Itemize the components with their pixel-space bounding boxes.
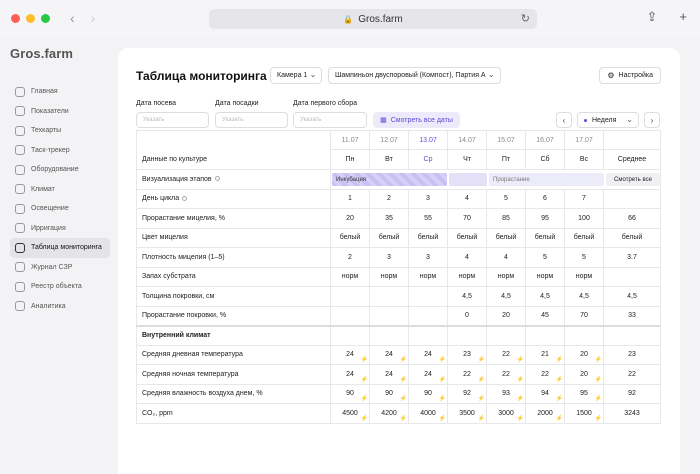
browser-toolbar <box>0 0 700 38</box>
table-row <box>137 189 661 209</box>
table-row <box>137 228 661 248</box>
date-cell: 12.07 <box>370 131 409 150</box>
value-cell[interactable]: 5 <box>565 248 604 268</box>
sidebar-item-label: Техкарты <box>31 127 62 135</box>
table-row <box>137 365 661 385</box>
days-row <box>137 150 661 170</box>
sidebar-item[interactable] <box>10 102 110 122</box>
sidebar-item-label: Таблица мониторинга <box>31 244 102 252</box>
chart-icon <box>15 106 25 116</box>
empty-header-cell <box>604 131 661 150</box>
chevron-left-icon: ‹ <box>562 115 566 125</box>
stage-show-all-button[interactable]: Смотреть все <box>606 173 660 186</box>
stage-gap-bar <box>449 173 487 186</box>
period-select[interactable] <box>577 112 639 128</box>
average-cell: 92 <box>604 384 661 404</box>
lightning-icon: ⚡ <box>438 376 446 383</box>
value-cell[interactable]: белый <box>565 228 604 248</box>
value-cell[interactable]: 90 ⚡ <box>370 384 409 404</box>
value-cell[interactable]: 22 ⚡ <box>526 365 565 385</box>
value-cell[interactable]: 20 ⚡ <box>565 345 604 365</box>
table-row <box>137 306 661 326</box>
sidebar-item[interactable] <box>10 180 110 200</box>
dates-row <box>137 131 661 150</box>
harvest-date-label: Дата первого сбора <box>293 100 357 107</box>
lightning-icon: ⚡ <box>399 396 407 402</box>
sidebar-item-label: Ирригация <box>31 224 66 232</box>
row-label: Прорастание покровки, % <box>137 306 331 326</box>
value-cell[interactable]: 4 <box>448 189 487 209</box>
lightning-icon: ⚡ <box>594 357 602 363</box>
sidebar-item-label: Реестр объекта <box>31 283 82 291</box>
stage-row <box>137 170 661 190</box>
sowing-date-input[interactable]: Указать <box>136 112 209 128</box>
value-cell[interactable]: 0 <box>448 306 487 326</box>
stage-incubation-bar[interactable]: Инкубация <box>332 173 447 186</box>
batch-select-value: Шампиньон двуспоровый (Компост), Партия А <box>335 72 486 79</box>
value-cell[interactable]: 2 <box>331 248 370 268</box>
lightning-icon: ⚡ <box>477 376 485 383</box>
value-cell[interactable]: белый <box>331 228 370 248</box>
sidebar-item[interactable] <box>10 258 110 278</box>
average-cell <box>604 189 661 209</box>
value-cell[interactable] <box>370 306 409 326</box>
value-cell[interactable]: 6 <box>526 189 565 209</box>
tasks-icon <box>15 145 25 155</box>
lightning-icon: ⚡ <box>477 357 485 363</box>
value-cell[interactable]: 100 <box>565 209 604 229</box>
date-cell: 16.07 <box>526 131 565 150</box>
settings-button[interactable] <box>599 67 661 84</box>
sidebar-item-label: Показатели <box>31 107 69 115</box>
value-cell[interactable]: норм <box>526 267 565 287</box>
value-cell[interactable]: 93 ⚡ <box>487 384 526 404</box>
calendar-icon: ▦ <box>380 117 387 124</box>
sidebar-item-label: Освещение <box>31 205 69 213</box>
table-row <box>137 287 661 307</box>
value-cell[interactable] <box>331 287 370 307</box>
info-icon <box>215 176 220 181</box>
value-cell[interactable]: 70 <box>448 209 487 229</box>
sidebar-item[interactable] <box>10 141 110 161</box>
value-cell[interactable]: 20 ⚡ <box>565 365 604 385</box>
average-cell: белый <box>604 228 661 248</box>
lightning-icon: ⚡ <box>438 415 446 422</box>
sidebar-nav <box>10 82 110 316</box>
prev-week-button[interactable] <box>556 112 572 128</box>
lightning-icon: ⚡ <box>594 376 602 383</box>
climate-section-row <box>137 326 661 346</box>
value-cell[interactable]: белый <box>526 228 565 248</box>
value-cell[interactable] <box>370 287 409 307</box>
planting-date-label: Дата посадки <box>215 100 259 107</box>
lightning-icon: ⚡ <box>438 357 446 363</box>
lightning-icon: ⚡ <box>477 415 485 422</box>
value-cell[interactable]: 2 <box>370 189 409 209</box>
empty-cell <box>331 326 370 346</box>
next-week-button[interactable] <box>644 112 660 128</box>
value-cell[interactable]: норм <box>370 267 409 287</box>
weekday-cell: Сб <box>526 150 565 170</box>
row-label: CO₂, ppm <box>137 404 331 424</box>
row-label: Средняя ночная температура <box>137 365 331 385</box>
date-cell: 17.07 <box>565 131 604 150</box>
lightning-icon: ⚡ <box>555 376 563 383</box>
value-cell[interactable]: 3 <box>409 189 448 209</box>
address-text: Gros.farm <box>358 13 403 25</box>
value-cell[interactable]: 24 ⚡ <box>370 365 409 385</box>
value-cell[interactable]: 21 ⚡ <box>526 345 565 365</box>
value-cell[interactable]: норм <box>409 267 448 287</box>
value-cell[interactable]: 20 <box>331 209 370 229</box>
wrench-icon <box>15 165 25 175</box>
row-label: День цикла <box>137 189 331 209</box>
value-cell[interactable]: 4,5 <box>487 287 526 307</box>
gear-icon: ⚙ <box>607 71 615 80</box>
empty-cell <box>370 326 409 346</box>
period-dot-icon <box>584 119 587 122</box>
analytics-icon <box>15 301 25 311</box>
value-cell[interactable]: 4 <box>448 248 487 268</box>
value-cell[interactable]: белый <box>487 228 526 248</box>
value-cell[interactable]: норм <box>487 267 526 287</box>
value-cell[interactable]: 3000 ⚡ <box>487 404 526 424</box>
average-header: Среднее <box>604 150 661 170</box>
lightning-icon: ⚡ <box>594 396 602 402</box>
row-label: Средняя влажность воздуха днем, % <box>137 384 331 404</box>
empty-cell <box>565 326 604 346</box>
lightning-icon: ⚡ <box>555 357 563 363</box>
address-bar[interactable] <box>209 9 537 29</box>
sidebar-item[interactable] <box>10 277 110 297</box>
empty-header-cell <box>137 131 331 150</box>
stage-sprouting-bar[interactable]: Прорастание <box>489 173 604 186</box>
lightning-icon: ⚡ <box>399 376 407 383</box>
camera-select[interactable] <box>270 67 322 84</box>
sidebar-item[interactable] <box>10 297 110 317</box>
value-cell[interactable]: 4500 ⚡ <box>331 404 370 424</box>
value-cell[interactable]: 24 ⚡ <box>370 345 409 365</box>
average-cell: 23 <box>604 345 661 365</box>
main-card <box>118 48 680 474</box>
value-cell[interactable]: 4000 ⚡ <box>409 404 448 424</box>
value-cell[interactable]: норм <box>448 267 487 287</box>
water-icon <box>15 223 25 233</box>
table-row <box>137 345 661 365</box>
value-cell[interactable]: 92 ⚡ <box>448 384 487 404</box>
chevron-right-icon: › <box>650 115 654 125</box>
lightning-icon: ⚡ <box>399 415 407 422</box>
journal-icon <box>15 262 25 272</box>
reload-icon[interactable]: ↻ <box>520 13 530 25</box>
value-cell[interactable]: 24 ⚡ <box>409 345 448 365</box>
value-cell[interactable]: 4,5 <box>565 287 604 307</box>
weekday-cell: Вс <box>565 150 604 170</box>
date-cell: 13.07 <box>409 131 448 150</box>
lightning-icon: ⚡ <box>399 357 407 363</box>
average-cell: 3.7 <box>604 248 661 268</box>
table-row <box>137 384 661 404</box>
row-label: Запах субстрата <box>137 267 331 287</box>
sowing-date-label: Дата посева <box>136 100 177 107</box>
empty-cell <box>526 326 565 346</box>
average-cell: 22 <box>604 365 661 385</box>
weekday-cell: Чт <box>448 150 487 170</box>
row-label: Цвет мицелия <box>137 228 331 248</box>
lightning-icon: ⚡ <box>516 415 524 422</box>
settings-label: Настройка <box>618 72 653 79</box>
monitoring-table <box>136 130 661 424</box>
date-cell: 11.07 <box>331 131 370 150</box>
value-cell[interactable]: 4,5 <box>526 287 565 307</box>
document-icon <box>15 126 25 136</box>
home-icon <box>15 87 25 97</box>
lightning-icon: ⚡ <box>516 396 524 402</box>
stage-timeline <box>331 170 661 190</box>
lightning-icon: ⚡ <box>360 357 368 363</box>
table-icon <box>15 243 25 253</box>
value-cell[interactable]: белый <box>448 228 487 248</box>
value-cell[interactable]: 90 ⚡ <box>409 384 448 404</box>
average-cell: 66 <box>604 209 661 229</box>
lightning-icon: ⚡ <box>360 376 368 383</box>
value-cell[interactable]: 4 <box>487 248 526 268</box>
lightning-icon: ⚡ <box>360 396 368 402</box>
date-cell: 14.07 <box>448 131 487 150</box>
crop-data-header: Данные по культуре <box>137 150 331 170</box>
value-cell[interactable]: 1500 ⚡ <box>565 404 604 424</box>
weekday-cell: Ср <box>409 150 448 170</box>
table-row <box>137 248 661 268</box>
back-arrow-icon[interactable]: ‹ <box>70 10 75 26</box>
lightning-icon: ⚡ <box>360 415 368 422</box>
lightning-icon: ⚡ <box>555 415 563 422</box>
camera-select-value: Камера 1 <box>277 72 308 79</box>
row-label: Прорастание мицелия, % <box>137 209 331 229</box>
value-cell[interactable]: 95 ⚡ <box>565 384 604 404</box>
sidebar-item[interactable] <box>10 82 110 102</box>
value-cell[interactable]: 35 <box>370 209 409 229</box>
average-cell: 3243 <box>604 404 661 424</box>
stage-label: Визуализация этапов <box>137 170 331 190</box>
share-icon[interactable]: ⇪ <box>646 9 658 24</box>
average-cell: 33 <box>604 306 661 326</box>
sidebar-item[interactable] <box>10 238 110 258</box>
info-icon <box>182 196 187 201</box>
registry-icon <box>15 282 25 292</box>
value-cell[interactable] <box>331 306 370 326</box>
batch-select[interactable] <box>328 67 501 84</box>
app-logo: Gros.farm <box>10 46 74 61</box>
value-cell[interactable]: 45 <box>526 306 565 326</box>
sidebar-item-label: Главная <box>31 88 58 96</box>
new-tab-icon[interactable]: + <box>679 9 687 24</box>
lightning-icon: ⚡ <box>555 396 563 402</box>
table-row <box>137 209 661 229</box>
value-cell[interactable]: 90 ⚡ <box>331 384 370 404</box>
value-cell[interactable]: 7 <box>565 189 604 209</box>
sidebar-item[interactable] <box>10 199 110 219</box>
value-cell[interactable]: 5 <box>487 189 526 209</box>
value-cell[interactable]: 24 ⚡ <box>331 345 370 365</box>
value-cell[interactable]: 24 ⚡ <box>409 365 448 385</box>
maximize-window-button[interactable] <box>41 14 50 23</box>
date-cell: 15.07 <box>487 131 526 150</box>
row-label: Средняя дневная температура <box>137 345 331 365</box>
row-label: Плотность мицелия (1–5) <box>137 248 331 268</box>
average-cell <box>604 267 661 287</box>
climate-icon <box>15 184 25 194</box>
value-cell[interactable] <box>409 287 448 307</box>
value-cell[interactable]: 2000 ⚡ <box>526 404 565 424</box>
row-label: Толщина покровки, см <box>137 287 331 307</box>
value-cell[interactable]: белый <box>370 228 409 248</box>
forward-arrow-icon[interactable]: › <box>90 10 96 26</box>
table-row <box>137 267 661 287</box>
value-cell[interactable]: 3 <box>409 248 448 268</box>
value-cell[interactable]: 55 <box>409 209 448 229</box>
value-cell[interactable]: 23 ⚡ <box>448 345 487 365</box>
empty-cell <box>604 326 661 346</box>
empty-cell <box>487 326 526 346</box>
close-window-button[interactable] <box>11 14 20 23</box>
sidebar-item[interactable] <box>10 219 110 239</box>
sidebar-item-label: Климат <box>31 185 55 193</box>
value-cell[interactable]: 4200 ⚡ <box>370 404 409 424</box>
value-cell[interactable]: 3500 ⚡ <box>448 404 487 424</box>
period-value: Неделя <box>592 116 617 124</box>
value-cell[interactable]: норм <box>565 267 604 287</box>
table-row <box>137 404 661 424</box>
value-cell[interactable]: 3 <box>370 248 409 268</box>
harvest-date-input[interactable]: Указать <box>293 112 367 128</box>
weekday-cell: Вт <box>370 150 409 170</box>
sun-icon <box>15 204 25 214</box>
lightning-icon: ⚡ <box>516 376 524 383</box>
lightning-icon: ⚡ <box>594 415 602 422</box>
sidebar-item-label: Таск-трекер <box>31 146 70 154</box>
show-all-dates-label: Смотреть все даты <box>390 116 453 124</box>
value-cell[interactable]: 22 ⚡ <box>487 365 526 385</box>
lock-icon: 🔒 <box>343 14 354 24</box>
value-cell[interactable]: 95 <box>526 209 565 229</box>
value-cell[interactable]: 4,5 <box>448 287 487 307</box>
show-all-dates-button[interactable] <box>373 112 460 128</box>
empty-cell <box>448 326 487 346</box>
value-cell[interactable]: 24 ⚡ <box>331 365 370 385</box>
page-title: Таблица мониторинга <box>136 69 267 83</box>
lightning-icon: ⚡ <box>438 396 446 402</box>
sidebar-item-label: Журнал СЗР <box>31 263 73 271</box>
weekday-cell: Пт <box>487 150 526 170</box>
minimize-window-button[interactable] <box>26 14 35 23</box>
value-cell[interactable]: 85 <box>487 209 526 229</box>
planting-date-input[interactable]: Указать <box>215 112 288 128</box>
sidebar-item[interactable] <box>10 160 110 180</box>
value-cell[interactable] <box>409 306 448 326</box>
value-cell[interactable]: 22 ⚡ <box>448 365 487 385</box>
value-cell[interactable]: 94 ⚡ <box>526 384 565 404</box>
average-cell: 4,5 <box>604 287 661 307</box>
climate-section-header: Внутренний климат <box>137 326 331 346</box>
empty-cell <box>409 326 448 346</box>
lightning-icon: ⚡ <box>516 357 524 363</box>
window-controls <box>11 14 50 23</box>
weekday-cell: Пн <box>331 150 370 170</box>
sidebar-item-label: Оборудование <box>31 166 79 174</box>
lightning-icon: ⚡ <box>477 396 485 402</box>
value-cell[interactable]: норм <box>331 267 370 287</box>
sidebar-item[interactable] <box>10 121 110 141</box>
sidebar-item-label: Аналитика <box>31 302 66 310</box>
value-cell[interactable]: белый <box>409 228 448 248</box>
value-cell[interactable]: 5 <box>526 248 565 268</box>
value-cell[interactable]: 20 <box>487 306 526 326</box>
value-cell[interactable]: 22 ⚡ <box>487 345 526 365</box>
value-cell[interactable]: 1 <box>331 189 370 209</box>
value-cell[interactable]: 70 <box>565 306 604 326</box>
